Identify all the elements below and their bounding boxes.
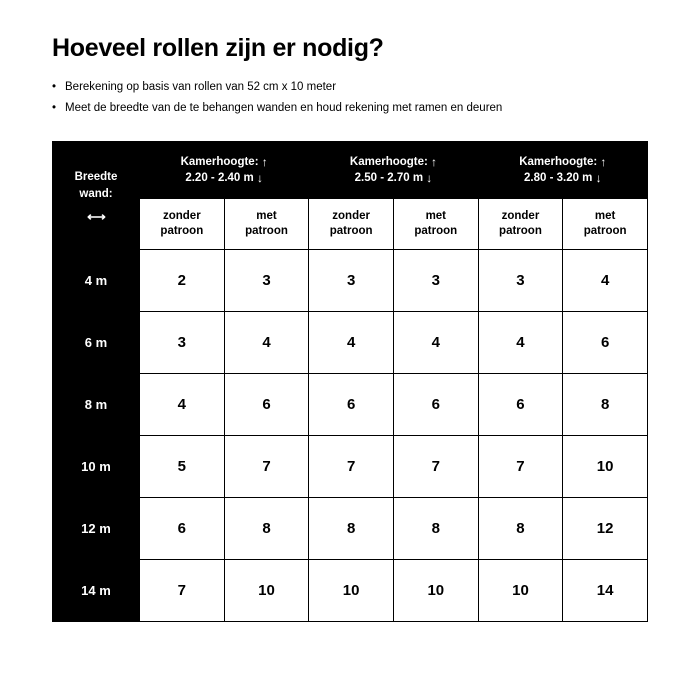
table-cell: 4 — [309, 312, 394, 374]
rolls-table — [52, 141, 648, 622]
table-cell: 3 — [140, 312, 225, 374]
group-range-text: 2.50 - 2.70 m — [354, 172, 424, 185]
row-label: 4 m — [53, 250, 140, 312]
table-cell: 4 — [563, 250, 648, 312]
subheader-line2: patroon — [245, 225, 288, 238]
table-row — [53, 250, 648, 312]
table-cell: 6 — [309, 374, 394, 436]
subheader-6 — [563, 199, 648, 250]
table-cell: 3 — [309, 250, 394, 312]
arrow-down-icon: ↓ — [595, 171, 602, 186]
table-row — [53, 436, 648, 498]
subheader-line1: met — [425, 209, 447, 222]
arrow-up-icon: ↑ — [261, 154, 268, 169]
list-item — [52, 100, 648, 117]
table-cell: 7 — [309, 436, 394, 498]
subheader-line1: met — [256, 209, 277, 222]
table-cell: 8 — [224, 498, 309, 560]
row-label: 6 m — [53, 312, 140, 374]
arrow-down-icon: ↓ — [256, 171, 263, 186]
group-header-3 — [478, 142, 647, 199]
table-cell: 8 — [393, 498, 478, 560]
table-cell: 3 — [393, 250, 478, 312]
arrow-down-icon: ↓ — [426, 171, 433, 186]
subheader-line1: zonder — [162, 209, 201, 222]
corner-label-line2: wand: — [79, 187, 113, 200]
subheader-1 — [140, 199, 225, 250]
table-cell: 8 — [309, 498, 394, 560]
table-cell: 7 — [393, 436, 478, 498]
table-header-subcolumns — [53, 199, 648, 250]
table-cell: 8 — [478, 498, 563, 560]
group-range — [309, 170, 477, 187]
row-label: 12 m — [53, 498, 140, 560]
group-label-text: Kamerhoogte: — [349, 155, 428, 168]
table-cell: 3 — [224, 250, 309, 312]
table-cell: 10 — [309, 560, 394, 622]
subheader-line2: patroon — [499, 225, 542, 238]
subheader-line2: patroon — [329, 225, 373, 238]
subheader-5 — [478, 199, 563, 250]
table-row — [53, 498, 648, 560]
row-label: 14 m — [53, 560, 140, 622]
group-range — [479, 170, 647, 187]
table-row — [53, 560, 648, 622]
group-header-1 — [140, 142, 309, 199]
table-cell: 6 — [140, 498, 225, 560]
list-item — [52, 79, 648, 96]
row-label: 10 m — [53, 436, 140, 498]
subheader-line2: patroon — [414, 225, 458, 238]
table-cell: 6 — [224, 374, 309, 436]
bullet-marker: • — [52, 80, 57, 93]
group-label — [140, 154, 308, 171]
row-label: 8 m — [53, 374, 140, 436]
info-bullet-list — [52, 79, 648, 118]
table-cell: 4 — [393, 312, 478, 374]
table-cell: 8 — [563, 374, 648, 436]
table-cell: 10 — [393, 560, 478, 622]
table-cell: 10 — [478, 560, 563, 622]
table-header-groups — [53, 142, 648, 199]
horizontal-arrow-icon: ⟷ — [87, 209, 105, 224]
subheader-4 — [393, 199, 478, 250]
table-cell: 5 — [140, 436, 225, 498]
table-cell: 7 — [224, 436, 309, 498]
group-label — [309, 154, 477, 171]
table-cell: 6 — [393, 374, 478, 436]
bullet-marker: • — [52, 102, 57, 114]
group-label — [479, 154, 647, 171]
subheader-line2: patroon — [583, 225, 627, 238]
table-cell: 10 — [563, 436, 648, 498]
arrow-up-icon: ↑ — [431, 154, 438, 169]
table-cell: 4 — [478, 312, 563, 374]
group-range — [140, 170, 308, 187]
table-row — [53, 374, 648, 436]
corner-label-line1: Breedte — [74, 170, 118, 183]
subheader-line1: zonder — [501, 209, 540, 222]
subheader-2 — [224, 199, 309, 250]
table-cell: 6 — [478, 374, 563, 436]
page-title: Hoeveel rollen zijn er nodig? — [52, 34, 384, 62]
subheader-line2: patroon — [160, 225, 204, 238]
subheader-line1: zonder — [332, 209, 370, 222]
arrow-up-icon: ↑ — [600, 154, 607, 169]
group-label-text: Kamerhoogte: — [519, 155, 598, 168]
table-cell: 4 — [224, 312, 309, 374]
table-cell: 2 — [140, 250, 225, 312]
group-header-2 — [309, 142, 478, 199]
table-cell: 7 — [140, 560, 225, 622]
table-cell: 6 — [563, 312, 648, 374]
list-item-text: Berekening op basis van rollen van 52 cm x 10 meter — [65, 80, 337, 93]
table-cell: 10 — [224, 560, 309, 622]
table-cell: 12 — [563, 498, 648, 560]
table-row — [53, 312, 648, 374]
group-range-text: 2.80 - 3.20 m — [524, 172, 593, 185]
table-cell: 3 — [478, 250, 563, 312]
table-cell: 14 — [563, 560, 648, 622]
subheader-line1: met — [594, 209, 616, 222]
group-range-text: 2.20 - 2.40 m — [185, 172, 254, 185]
subheader-3 — [309, 199, 394, 250]
list-item-text: Meet de breedte van de te behangen wanden en houd rekening met ramen en deuren — [65, 102, 503, 114]
corner-header — [53, 142, 140, 250]
group-label-text: Kamerhoogte: — [180, 155, 259, 168]
table-cell: 4 — [140, 374, 225, 436]
table-cell: 7 — [478, 436, 563, 498]
